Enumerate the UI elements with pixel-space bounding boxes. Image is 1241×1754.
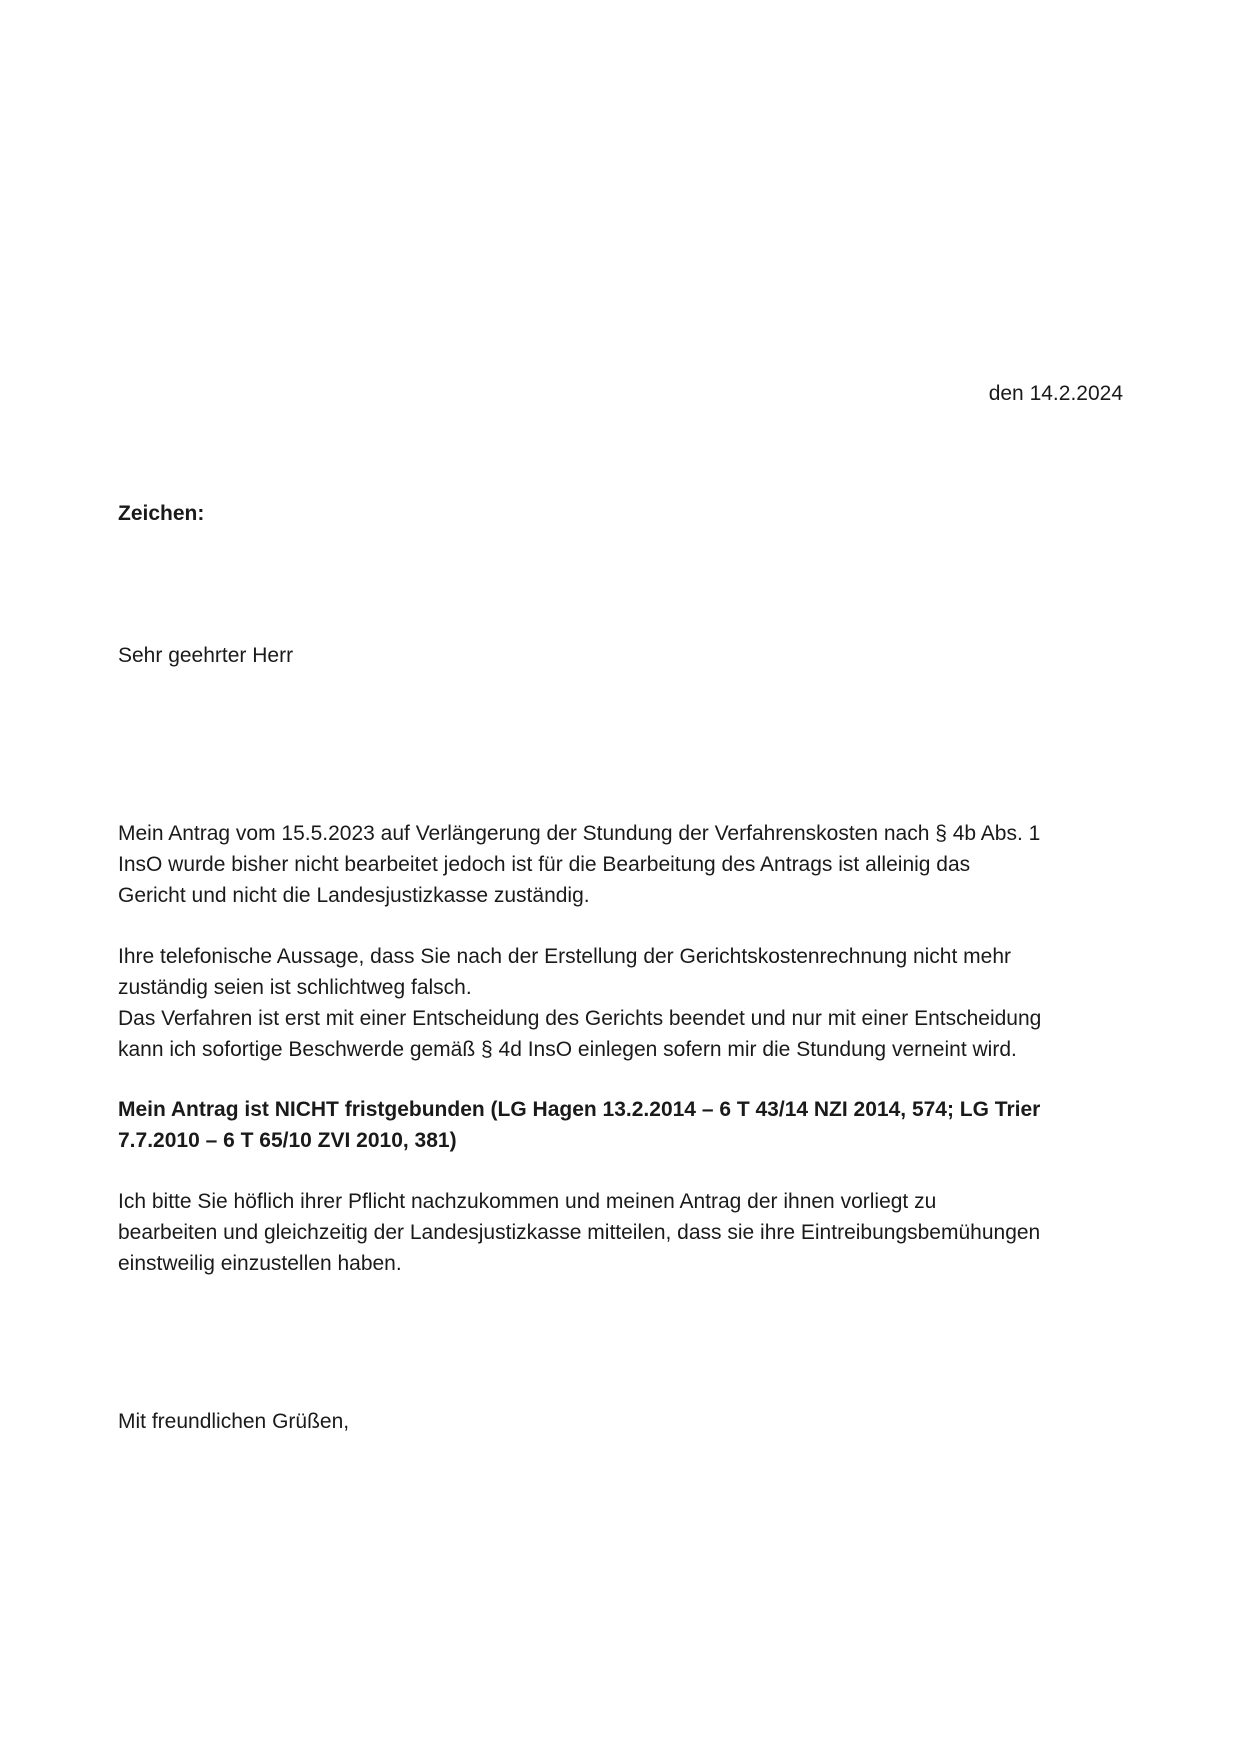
paragraph-request bbox=[118, 1186, 1128, 1279]
paragraph-line: InsO wurde bisher nicht bearbeitet jedoch ist für die Bearbeitung des Antrags ist alleinig das bbox=[118, 853, 971, 876]
salutation: Sehr geehrter Herr bbox=[118, 644, 294, 667]
closing: Mit freundlichen Grüßen, bbox=[118, 1410, 350, 1433]
paragraph-line: zuständig seien ist schlichtweg falsch. bbox=[118, 976, 472, 999]
paragraph-line: kann ich sofortige Beschwerde gemäß § 4d InsO einlegen sofern mir die Stundung verneint wird. bbox=[118, 1038, 1017, 1061]
letter-date: den 14.2.2024 bbox=[988, 382, 1123, 405]
paragraph-line: 7.7.2010 – 6 T 65/10 ZVI 2010, 381) bbox=[118, 1129, 457, 1152]
paragraph-line: einstweilig einzustellen haben. bbox=[118, 1252, 402, 1275]
paragraph-line: bearbeiten und gleichzeitig der Landesjustizkasse mitteilen, dass sie ihre Eintreibungsbemühungen bbox=[118, 1221, 1041, 1244]
paragraph-no-deadline bbox=[118, 1094, 1128, 1156]
reference-label: Zeichen: bbox=[118, 502, 205, 525]
paragraph-line: Mein Antrag vom 15.5.2023 auf Verlängerung der Stundung der Verfahrenskosten nach § 4b Abs. 1 bbox=[118, 822, 1041, 845]
paragraph-line: Das Verfahren ist erst mit einer Entscheidung des Gerichts beendet und nur mit einer Entscheidung bbox=[118, 1007, 1042, 1030]
paragraph-request-status bbox=[118, 818, 1128, 911]
paragraph-line: Gericht und nicht die Landesjustizkasse zuständig. bbox=[118, 884, 590, 907]
paragraph-phone-statement bbox=[118, 941, 1128, 1065]
paragraph-line: Ich bitte Sie höflich ihrer Pflicht nachzukommen und meinen Antrag der ihnen vorliegt zu bbox=[118, 1190, 937, 1213]
paragraph-line: Mein Antrag ist NICHT fristgebunden (LG Hagen 13.2.2014 – 6 T 43/14 NZI 2014, 574; LG Trier bbox=[118, 1098, 1041, 1121]
paragraph-line: Ihre telefonische Aussage, dass Sie nach der Erstellung der Gerichtskostenrechnung nicht mehr bbox=[118, 945, 1012, 968]
